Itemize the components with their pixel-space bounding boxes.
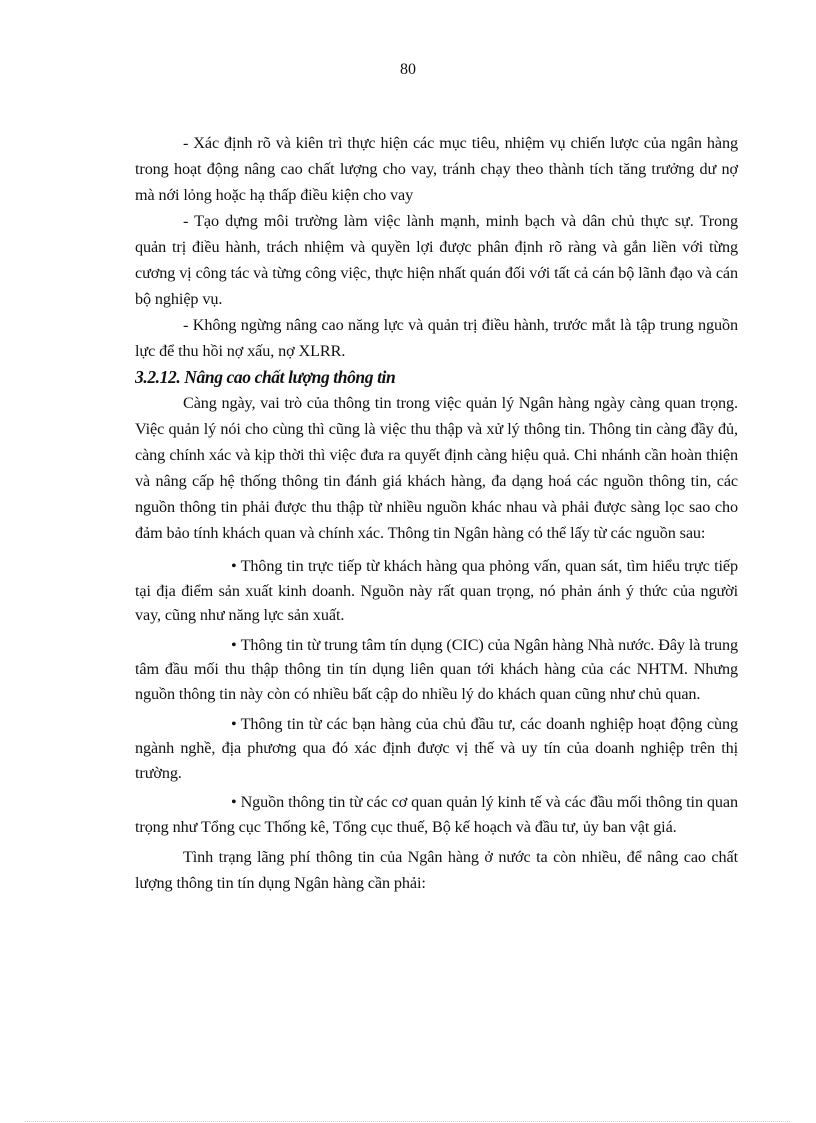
bullet-icon: • (231, 714, 237, 733)
bullet-item (135, 554, 738, 628)
bullet-text: Thông tin từ các bạn hàng của chủ đầu tư, các doanh nghiệp hoạt động cùng ngành nghề, địa phương qua đó xác định được vị thế và uy tín của doanh nghiệp trên thị trường. (135, 714, 738, 782)
bullet-icon: • (231, 635, 237, 654)
bullet-text: Thông tin từ trung tâm tín dụng (CIC) của Ngân hàng Nhà nước. Đây là trung tâm đầu mối thu thập thông tin tín dụng liên quan tới khách hàng của các NHTM. Nhưng nguồn thông tin này còn có nhiều bất cập do nhiều lý do khách quan cũng như chủ quan. (135, 635, 738, 703)
bullet-text: Thông tin trực tiếp từ khách hàng qua phỏng vấn, quan sát, tìm hiểu trực tiếp tại địa điểm sản xuất kinh doanh. Nguồn này rất quan trọng, nó phản ánh ý thức của người vay, cũng như năng lực sản xuất. (135, 557, 738, 625)
bullet-icon: • (231, 557, 237, 575)
closing-paragraph: Tình trạng lãng phí thông tin của Ngân hàng ở nước ta còn nhiều, để nâng cao chất lượng thông tin tín dụng Ngân hàng cần phải: (135, 847, 738, 892)
paragraph-dash-3: - Không ngừng nâng cao năng lực và quản trị điều hành, trước mắt là tập trung nguồn lực để thu hồi nợ xấu, nợ XLRR. (135, 316, 738, 360)
paragraph-dash-1: - Xác định rõ và kiên trì thực hiện các mục tiêu, nhiệm vụ chiến lược của ngân hàng trong hoạt động nâng cao chất lượng cho vay, tránh chạy theo thành tích tăng trưởng dư nợ mà nới lỏng hoặc hạ thấp điều kiện cho vay (135, 134, 738, 204)
section-intro-paragraph: Càng ngày, vai trò của thông tin trong việc quản lý Ngân hàng ngày càng quan trọng. Việc quản lý nói cho cùng thì cũng là việc thu thập và xử lý thông tin. Thông tin càng đầy đủ, càng chính xác và kịp thời thì việc đưa ra quyết định càng hiệu quả. Chi nhánh cần hoàn thiện và nâng cấp hệ thống thông tin đánh giá khách hàng, đa dạng hoá các nguồn thông tin, các nguồn thông tin phải được thu thập từ nhiều nguồn khác nhau và phải được sàng lọc sao cho đảm bảo tính khách quan và chính xác. Thông tin Ngân hàng có thể lấy từ các nguồn sau: (135, 394, 738, 542)
bullet-text: Nguồn thông tin từ các cơ quan quản lý kinh tế và các đầu mối thông tin quan trọng như Tổng cục Thống kê, Tổng cục thuế, Bộ kế hoạch và đầu tư, ủy ban vật giá. (135, 793, 738, 836)
page-number: 80 (400, 61, 416, 78)
bullet-item (135, 790, 738, 839)
paragraph-dash-2: - Tạo dựng môi trường làm việc lành mạnh, minh bạch và dân chủ thực sự. Trong quản trị điều hành, trách nhiệm và quyền lợi được phân định rõ ràng và gắn liền với từng cương vị công tác và từng công việc, thực hiện nhất quán đối với tất cả cán bộ lãnh đạo và cán bộ nghiệp vụ. (135, 212, 738, 308)
bullet-item (135, 633, 738, 707)
bullet-icon: • (231, 793, 237, 812)
section-heading: 3.2.12. Nâng cao chất lượng thông tin (135, 367, 396, 387)
document-body (135, 130, 738, 896)
page-bottom-dotted-rule (25, 1121, 790, 1122)
bullet-item (135, 712, 738, 786)
